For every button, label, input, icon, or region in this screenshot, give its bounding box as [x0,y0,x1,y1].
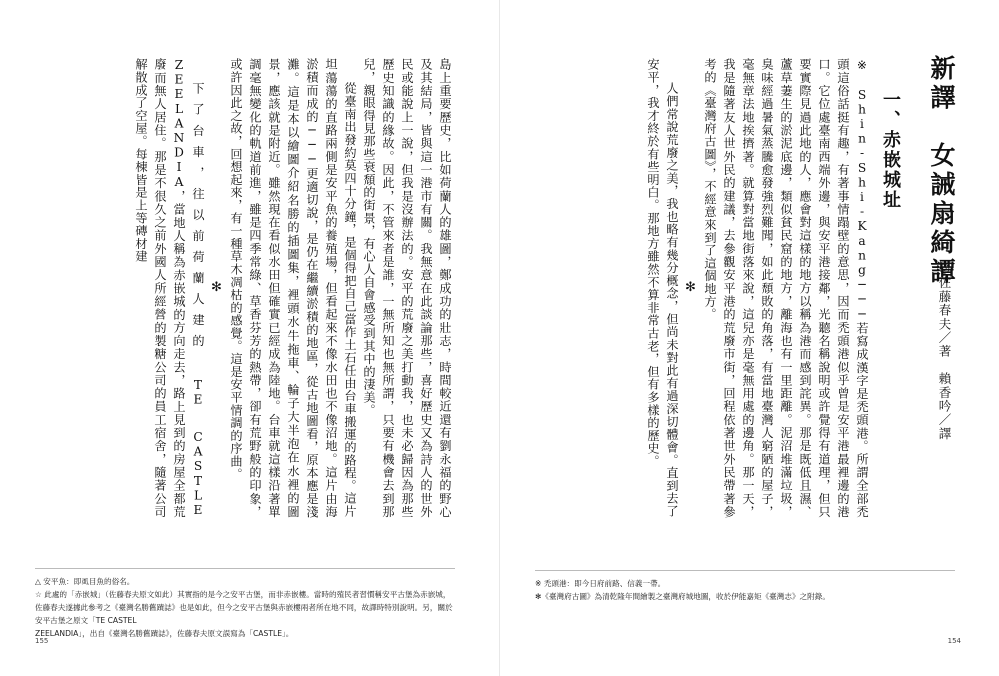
footnote: ✻《臺灣府古圖》為清乾隆年間繪製之臺灣府城地圖，收於伊能嘉矩《臺灣志》之附錄。 [535,592,830,601]
right-footnotes [535,577,955,603]
footnote: ZEELANDIA」，出自《臺灣名勝舊蹟誌》，佐藤春夫原文誤寫為「CASTLE」。 [35,629,294,638]
right-paragraph-2: 人們常說荒廢之美，我也略有幾分概念，但尚未對此有過深切體會。直到去了安平，我才終於有些明白。那地方雖然不算非常古老，但有多樣的歷史。 [646,58,679,518]
left-paragraph-3: 下了台車，往以前荷蘭人建的 TE CASTLE ZEELANDIA，當地人稱為赤嵌城的方向走去，路上見到的房屋全都荒廢而無人居住。那是不很久之前外國人所經營的製糖公司的員工宿舍，隨著公司解散成了空屋。每棟皆是上等磚材建 [134,58,205,518]
right-body-text [569,58,871,518]
book-title: 新譯 女誡扇綺譚 [927,55,956,287]
section-break-star: ✻ [683,280,698,296]
left-paragraph-2: 從臺南出發約莫四十分鐘，是個得把自己當作土石任由台車搬運的路程。這片坦蕩蕩的直路兩側是安平魚的養殖場，但看起來不像水田也不像沼地。這片由海淤積而成的───更適切說，是仍在繼續淤積的地區，從古地圖看，原本應是淺灘。這是本以繪圖介紹名勝的插圖集，裡頭水牛拖車、輪子大半泡在水裡的圖景，應該就是附近。雖然現在看似水田但確實已經成為陸地。台車就這樣沿著單調毫無變化的軌道前進，雖是四季常綠、草香芬芳的熱帶，卻有荒野般的印象，或許因此之故，回想起來，有一種草木凋枯的感覺。這是安平情調的序曲。 [229,58,357,518]
page-number-left: 155 [35,637,49,645]
left-footnotes [35,575,455,640]
footnote: ☆ 此處的「赤嵌城」（佐藤春夫原文如此）其實指的是今之安平古堡，而非赤嵌樓。當時的殖民者習慣稱安平古堡為赤嵌城，佐藤春夫遂據此參考之《臺灣名勝舊蹟誌》也是如此，但今之安平古堡與赤嵌樓兩者所在地不同，故譯時特別說明。另，關於安平古堡之原文「TE CASTEL [35,590,453,625]
chapter-heading: 一、赤嵌城址 [880,90,901,210]
footnote-rule [535,570,955,571]
footnote: △ 安平魚：即虱目魚的俗名。 [35,577,135,586]
section-break-star: ✻ [209,280,224,296]
left-body-text [54,58,454,518]
footnote-rule [35,568,455,569]
left-paragraph-1: 島上重要歷史，比如荷蘭人的雄圖，鄭成功的壯志，時間較近還有劉永福的野心及其結局，皆與這一港市有關。我無意在此談論那些，喜好歷史又為詩人的世外民或能說上一說，但我是沒辦法的。安平的荒廢之美打動我，也未必歸因為那些歷史知識的緣故。因此，不管來者是誰，一無所知也無所謂，只要有機會去到那兒，親眼得見那些衰頹的街景，有心人自會感受到其中的淒美。 [362,58,452,518]
right-paragraph-1: ※ Shin-Shi-Kang───若寫成漢字是禿頭港。所謂全部禿頭這俗話挺有趣，有著事情蹋壁的意思，因而禿頭港似乎曾是安平港最裡邊的港口。它位處臺南西端外邊，與安平港接鄰，光聽名稱說明或許覺得有道理，但只要實際見過此地的人，應會對這樣的地方以稱為港而感到詫異。那是既低且濕、蘆草萋生的淤泥底邊，類似貧民窟的地方，離海也有一里距離。泥沼堆滿垃圾，臭味經過暑氣蒸騰愈發強烈難聞，如此頹敗的角落，有當地臺灣人窮陋的屋子，毫無章法地挨擠著。就算對當地街落來說，這兒亦是毫無用處的邊角。那一天，我是隨著友人世外民的建議，去參觀安平港的荒廢市街，回程依著世外民帶著參考的《臺灣府古圖》，不經意來到了這個地方。 [703,58,869,518]
right-page [500,0,999,676]
page-number-right: 154 [947,637,961,645]
author-translator-line: ◎佐藤春夫／著 賴香吟／譯 [937,260,952,441]
footnote: ※ 禿頭港：即今日府前路、信義一帶。 [535,579,666,588]
left-page [0,0,499,676]
